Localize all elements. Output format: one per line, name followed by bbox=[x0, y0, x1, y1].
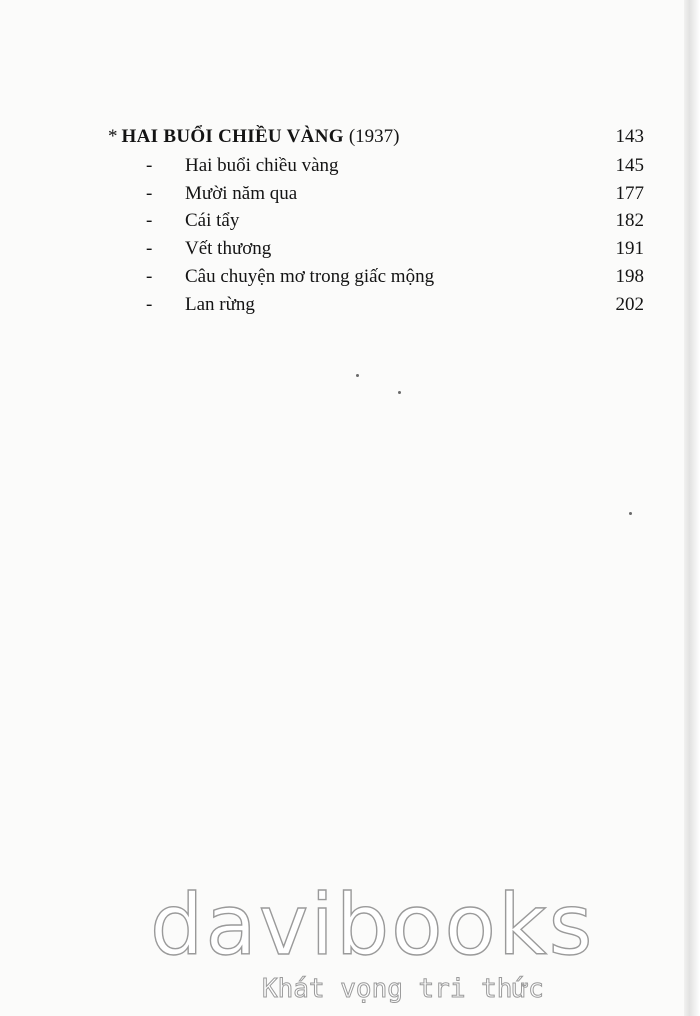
toc-item-dash: - bbox=[146, 266, 153, 287]
toc-item-page: 177 bbox=[615, 183, 644, 204]
speck bbox=[398, 391, 401, 394]
section-marker: * bbox=[108, 126, 118, 147]
toc-item-dash: - bbox=[146, 183, 153, 204]
toc-item-dash: - bbox=[146, 155, 153, 176]
speck bbox=[356, 374, 359, 377]
toc-item-page: 202 bbox=[615, 294, 644, 315]
watermark-logo: davibooks bbox=[150, 876, 595, 974]
toc-item bbox=[146, 152, 644, 180]
section-year: (1937) bbox=[348, 126, 400, 147]
toc-item-title: Câu chuyện mơ trong giấc mộng bbox=[185, 266, 435, 287]
toc-item-page: 198 bbox=[615, 266, 644, 287]
toc-item bbox=[146, 263, 644, 291]
section-title bbox=[108, 124, 399, 150]
watermark-tagline: Khát vọng tri thức bbox=[262, 974, 544, 1004]
toc-item-title: Hai buổi chiều vàng bbox=[185, 155, 339, 176]
section-title-text: HAI BUỔI CHIỀU VÀNG bbox=[121, 126, 344, 147]
toc-item-dash: - bbox=[146, 294, 153, 315]
toc-item-title: Vết thương bbox=[185, 238, 272, 259]
speck bbox=[629, 512, 632, 515]
page-edge bbox=[684, 0, 700, 1016]
toc-item-title: Cái tẩy bbox=[185, 210, 240, 231]
toc-item bbox=[146, 207, 644, 235]
section-page-number: 143 bbox=[615, 126, 644, 147]
toc-item-dash: - bbox=[146, 210, 153, 231]
toc-item bbox=[146, 235, 644, 263]
toc-item-page: 145 bbox=[615, 155, 644, 176]
toc-section-heading bbox=[108, 124, 644, 150]
toc-item-title: Mười năm qua bbox=[185, 183, 298, 204]
toc-item-dash: - bbox=[146, 238, 153, 259]
toc-item-title: Lan rừng bbox=[185, 294, 255, 315]
toc-item bbox=[146, 291, 644, 319]
toc-item bbox=[146, 180, 644, 208]
toc-item-page: 191 bbox=[615, 238, 644, 259]
toc-item-page: 182 bbox=[615, 210, 644, 231]
